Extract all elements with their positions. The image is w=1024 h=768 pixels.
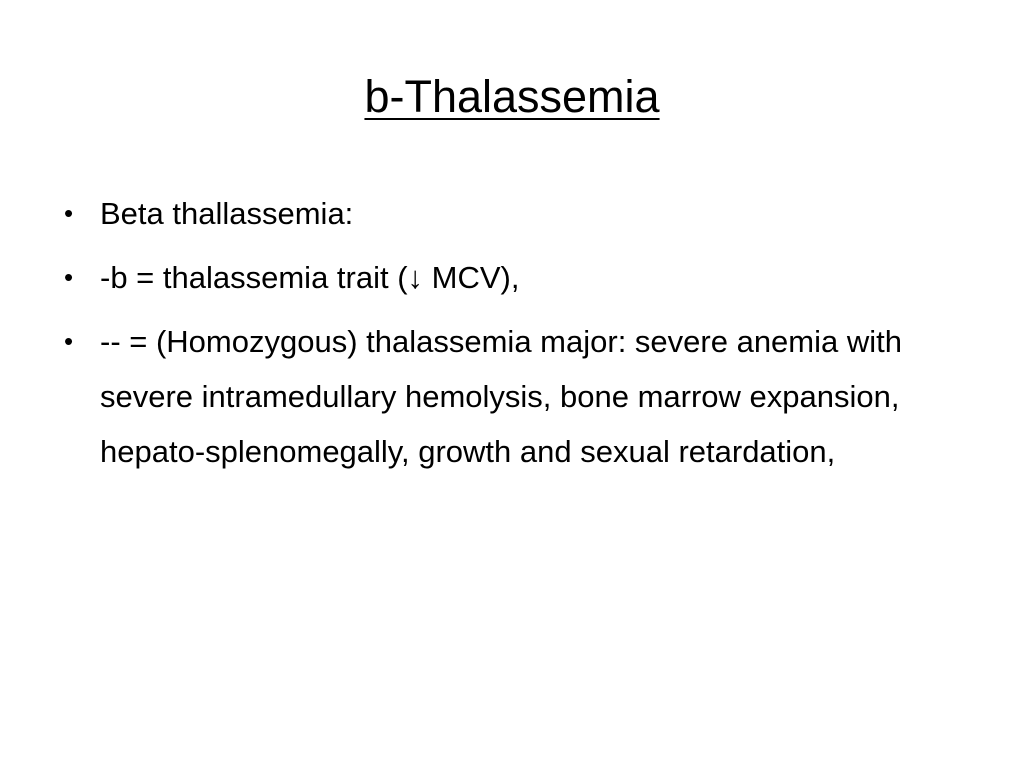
bullet-list — [56, 186, 976, 488]
bullet-icon: • — [64, 326, 74, 356]
bullet-text: -b = thalassemia trait (↓ MCV), — [100, 260, 520, 295]
bullet-item — [56, 186, 976, 241]
bullet-text: -- = (Homozygous) thalassemia major: severe anemia with severe intramedullary hemolysis, bone marrow expansion, hepato-splenomegally, growth and sexual retardation, — [100, 324, 902, 469]
bullet-icon: • — [64, 198, 74, 228]
bullet-text: Beta thallassemia: — [100, 196, 354, 231]
bullet-item — [56, 250, 976, 305]
slide-title: b-Thalassemia — [364, 71, 660, 122]
bullet-icon: • — [64, 262, 74, 292]
bullet-item — [56, 314, 976, 479]
